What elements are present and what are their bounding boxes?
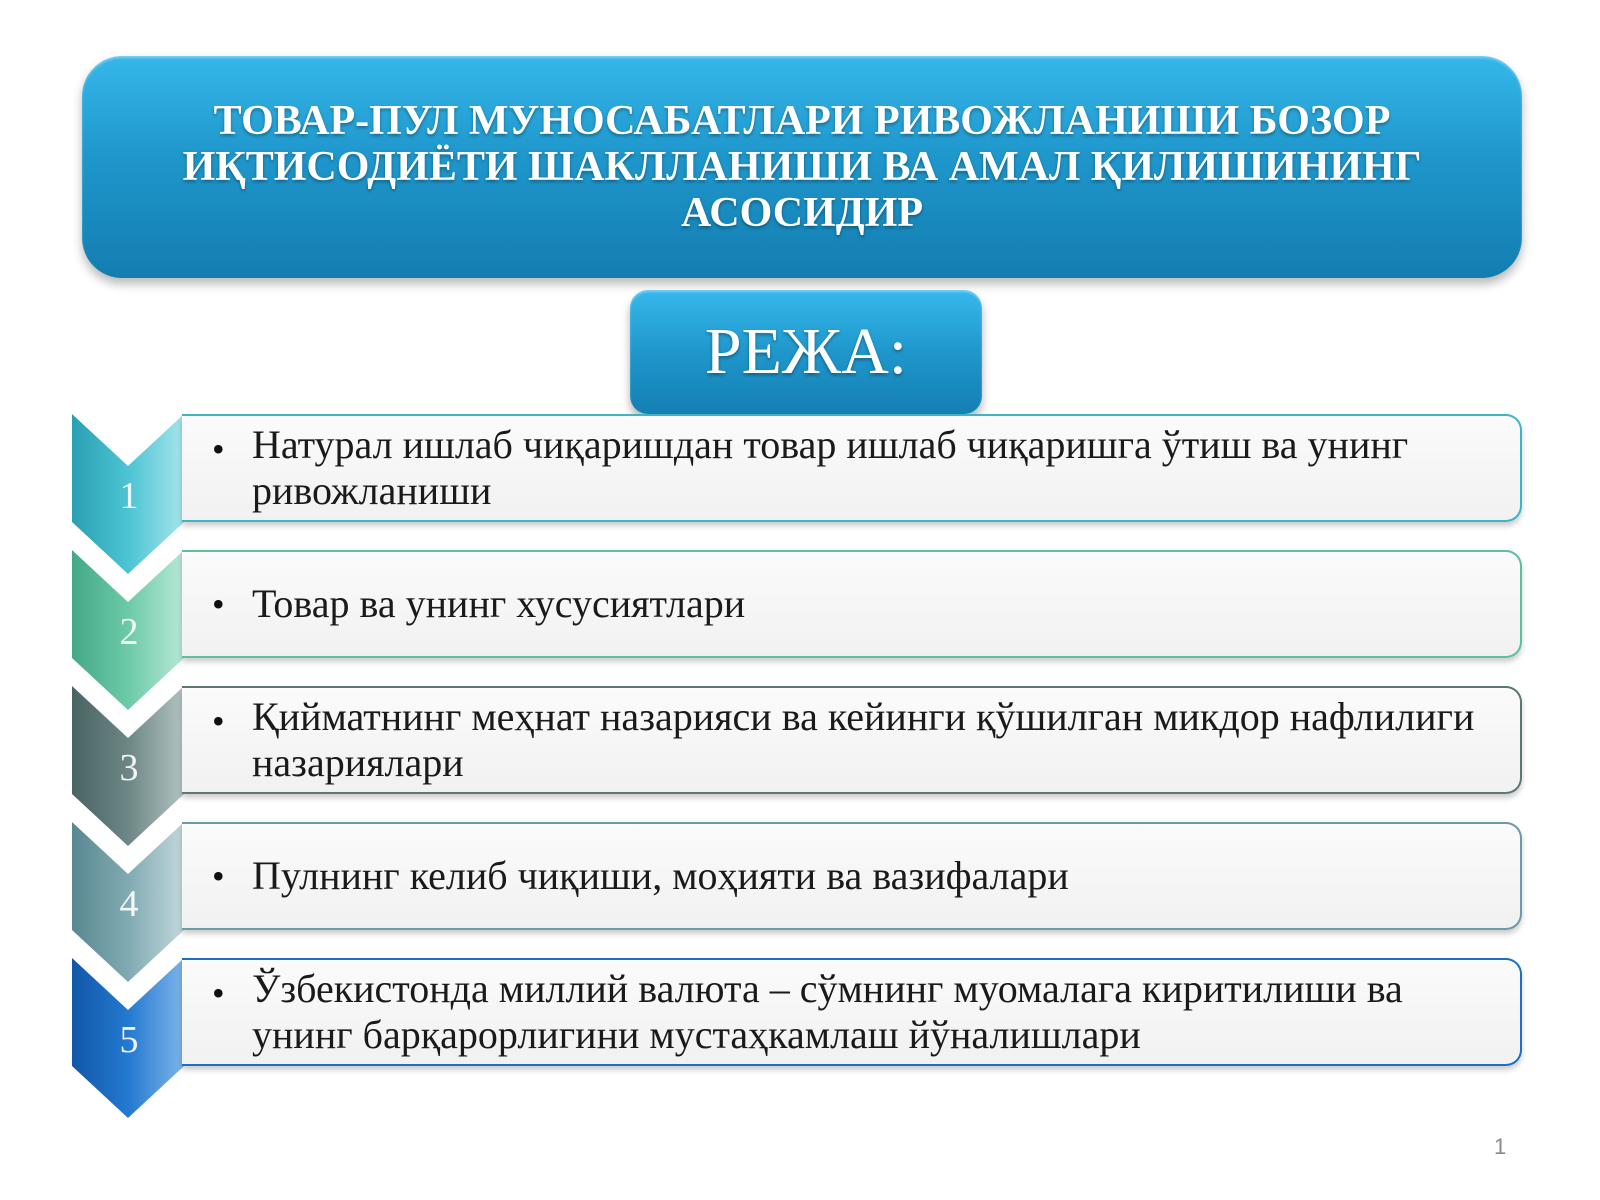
plan-item-5 (0, 958, 1600, 1122)
slide-title: ТОВАР-ПУЛ МУНОСАБАТЛАРИ РИВОЖЛАНИШИ БОЗОР ИҚТИСОДИЁТИ ШАКЛЛАНИШИ ВА АМАЛ ҚИЛИШИНИНГ АСОСИДИР (182, 98, 1422, 236)
item-number-2: 2 (119, 611, 139, 653)
item-card-5 (182, 958, 1522, 1066)
item-card-1 (182, 414, 1522, 522)
item-text-4: Пулнинг келиб чиқиши, моҳияти ва вазифалари (252, 853, 1069, 898)
item-text-1: Натурал ишлаб чиқаришдан товар ишлаб чиқаришга ўтиш ва унинг ривожланиши (252, 422, 1409, 513)
item-card-2 (182, 550, 1522, 658)
item-text-2: Товар ва унинг хусусиятлари (252, 581, 746, 626)
bullet-4: • (212, 856, 225, 896)
item-card-4 (182, 822, 1522, 930)
item-text-3: Қийматнинг меҳнат назарияси ва кейинги қўшилган микдор нафлилиги назариялари (252, 694, 1475, 785)
item-card-3 (182, 686, 1522, 794)
bullet-3: • (212, 701, 225, 741)
page-number: 1 (1494, 1134, 1507, 1159)
plan-heading: РЕЖА: (704, 315, 908, 388)
item-number-1: 1 (119, 475, 139, 517)
bullet-5: • (212, 973, 225, 1013)
plan-heading-box (630, 290, 982, 414)
item-number-5: 5 (119, 1019, 139, 1061)
title-banner (82, 56, 1522, 278)
bullet-1: • (212, 429, 225, 469)
item-number-3: 3 (119, 747, 139, 789)
item-number-4: 4 (119, 883, 139, 925)
item-text-5: Ўзбекистонда миллий валюта – сўмнинг муомалага киритилиши ва унинг барқарорлигини мустаҳкамлаш йўналишлари (252, 966, 1403, 1057)
bullet-2: • (212, 584, 225, 624)
